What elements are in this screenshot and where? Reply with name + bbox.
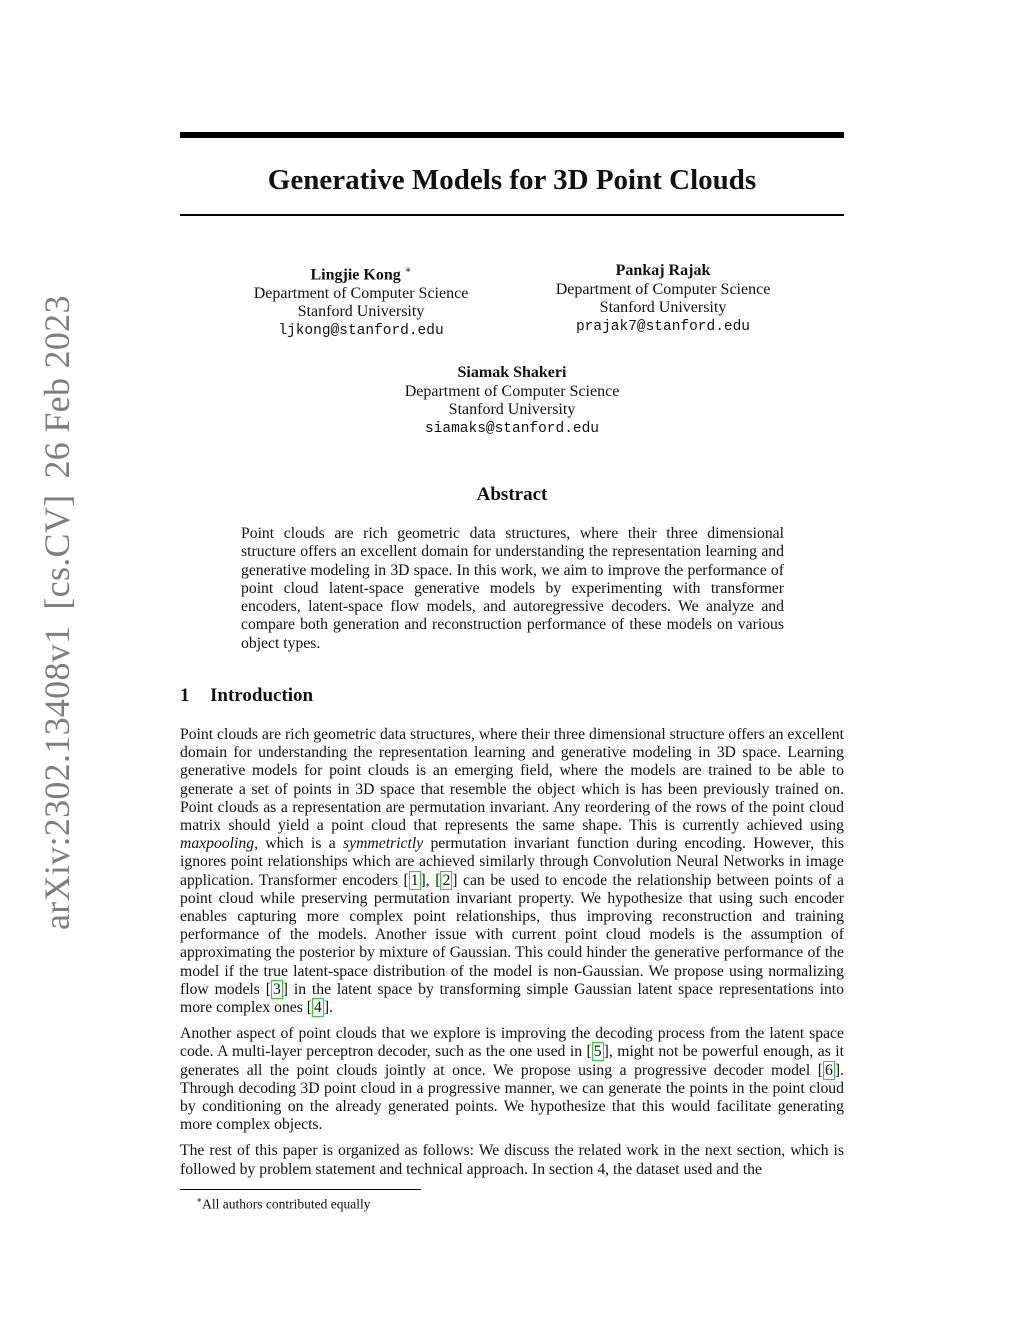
author-email: siamaks@stanford.edu: [424, 420, 600, 437]
citation-link[interactable]: 6: [825, 1061, 833, 1079]
author-department: Department of Computer Science: [404, 382, 620, 400]
title-rule-bottom: [180, 214, 844, 216]
emphasis-text: maxpooling: [180, 835, 255, 853]
text-run: , which is a: [254, 835, 343, 853]
arxiv-category: [cs.CV]: [37, 494, 77, 610]
paper-title: Generative Models for 3D Point Clouds: [267, 164, 757, 196]
author-block: [362, 364, 662, 438]
arxiv-date: 26 Feb 2023: [37, 295, 77, 479]
text-run: .: [329, 999, 334, 1017]
footnote: [196, 1192, 370, 1213]
citation-link[interactable]: 5: [593, 1043, 602, 1061]
text-run: permutation invariant function during encoding. However, this ignores point relationships which are achieved similarly through Convolution Neural Networks in image application. Transformer encoders: [180, 835, 844, 889]
author-name: Pankaj Rajak: [615, 262, 711, 279]
section-number: 1: [180, 685, 190, 706]
paragraph: Point clouds are rich geometric data structures, where their three dimensional structure offers an excellent domain for understanding the representation learning and generative modeling in 3D space. Learning generative models for point clouds is an emerging field, where the models are trained to be able to generate a set of points in 3D space that resemble the object which is has been previously trained on. Point clouds as a representation are permutation invariant. Any reordering of the rows of the point cloud matrix should yield a point cloud that represents the same shape. This is currently achieved using maxpooling, which is a symmetrictly permutation invariant function during encoding. However, this ignores point relationships which are achieved similarly through Convolution Neural Networks in image application. Transformer encoders [ 1 ], [ 2 ] can be used to encode the relationship between points of a point cloud while preserving permutation invariant property. We hypothesize that using such encoder enables capturing more complex point relationships, thus improving reconstruction and training performance of the models. Another issue with current point cloud models is the assumption of approximating the posterior by mixture of Gaussian. This could hinder the generative performance of the model if the true latent-space distribution of the model is non-Gaussian. We propose using normalizing flow models [ 3 ] in the latent space by transforming simple Gaussian latent space representations into more complex ones [ 4 ].: [180, 726, 844, 1017]
author-name: Lingjie Kong: [310, 266, 401, 284]
author-department: Department of Computer Science: [555, 280, 771, 298]
author-block: [513, 262, 813, 336]
author-department: Department of Computer Science: [253, 284, 469, 302]
text-run: in the latent space by transforming simple Gaussian latent space representations into more complex ones: [180, 980, 844, 1017]
text-run: Point clouds are rich geometric data structures, where their three dimensional structure offers an excellent domain for understanding the representation learning and generative modeling in 3D space. Learning generative models for point clouds is an emerging field, where the models are trained to be able to generate a set of points in 3D space that resemble the object which is has been previously trained on. Point clouds as a representation are permutation invariant. Any reordering of the rows of the point cloud matrix should yield a point cloud that represents the same shape. This is currently achieved using: [180, 726, 844, 835]
emphasis-text: symmetrictly: [343, 835, 424, 853]
citation-link[interactable]: 2: [442, 871, 451, 889]
text-run: ,: [425, 871, 436, 889]
footnote-text: All authors contributed equally: [202, 1196, 371, 1212]
author-affiliation: Stanford University: [448, 401, 576, 418]
author-affiliation: Stanford University: [599, 299, 727, 316]
abstract-heading: Abstract: [476, 484, 548, 505]
arxiv-id: arXiv:2302.13408v1: [37, 625, 77, 930]
introduction-body: [180, 726, 844, 1187]
section-heading-introduction: [180, 685, 313, 707]
author-block: [211, 262, 511, 340]
text-run: . Through decoding 3D point cloud in a progressive manner, we can generate the points in the point cloud by conditioning on the already generated points. We hypothesize that this would facilitate generating more complex objects.: [180, 1061, 844, 1134]
citation-link[interactable]: 1: [410, 871, 419, 889]
text-run: , might not be powerful enough, as it generates all the point clouds jointly at once. We propose using a progressive decoder model: [180, 1043, 845, 1079]
author-footnote-mark: ∗: [404, 265, 412, 276]
paragraph: The rest of this paper is organized as follows: We discuss the related work in the next section, which is followed by problem statement and technical approach. In section 4, the dataset used and the: [180, 1142, 844, 1178]
paragraph: Another aspect of point clouds that we explore is improving the decoding process from the latent space code. A multi-layer perceptron decoder, such as the one used in [ 5 ], might not be powerful enough, as it generates all the point clouds jointly at once. We propose using a progressive decoder model [ 6 ]. Through decoding 3D point cloud in a progressive manner, we can generate the points in the point cloud by conditioning on the already generated points. We hypothesize that this would facilitate generating more complex objects.: [180, 1025, 845, 1134]
footnote-rule: [180, 1189, 421, 1190]
author-email: prajak7@stanford.edu: [575, 318, 751, 335]
citation-link[interactable]: 4: [314, 999, 322, 1017]
abstract-text: Point clouds are rich geometric data structures, where their three dimensional structure offers an excellent domain for understanding the representation learning and generative modeling in 3D space. In this work, we aim to improve the performance of point cloud latent-space generative models by experimenting with transformer encoders, latent-space flow models, and autoregressive decoders. We analyze and compare both generation and reconstruction performance of these models on various object types.: [241, 525, 784, 652]
citation-link[interactable]: 3: [272, 980, 281, 998]
author-name: Siamak Shakeri: [457, 364, 567, 381]
arxiv-side-stamp: [36, 295, 78, 930]
text-run: can be used to encode the relationship between points of a point cloud while preserving permutation invariant property. We hypothesize that using such encoder enables capturing more complex point relationships, thus improving reconstruction and training performance of the models. Another issue with current point cloud models is the assumption of approximating the posterior by mixture of Gaussian. This could hinder the generative performance of the model if the true latent-space distribution of the model is non-Gaussian. We propose using normalizing flow models: [180, 871, 844, 998]
author-email: ljkong@stanford.edu: [278, 322, 444, 339]
footnote-mark: ∗: [196, 1195, 203, 1205]
author-affiliation: Stanford University: [297, 303, 425, 321]
text-run: Another aspect of point clouds that we explore is improving the decoding process from the latent space code. A multi-layer perceptron decoder, such as the one used in: [180, 1025, 844, 1061]
title-rule-top: [180, 132, 844, 138]
section-title: Introduction: [210, 685, 314, 706]
